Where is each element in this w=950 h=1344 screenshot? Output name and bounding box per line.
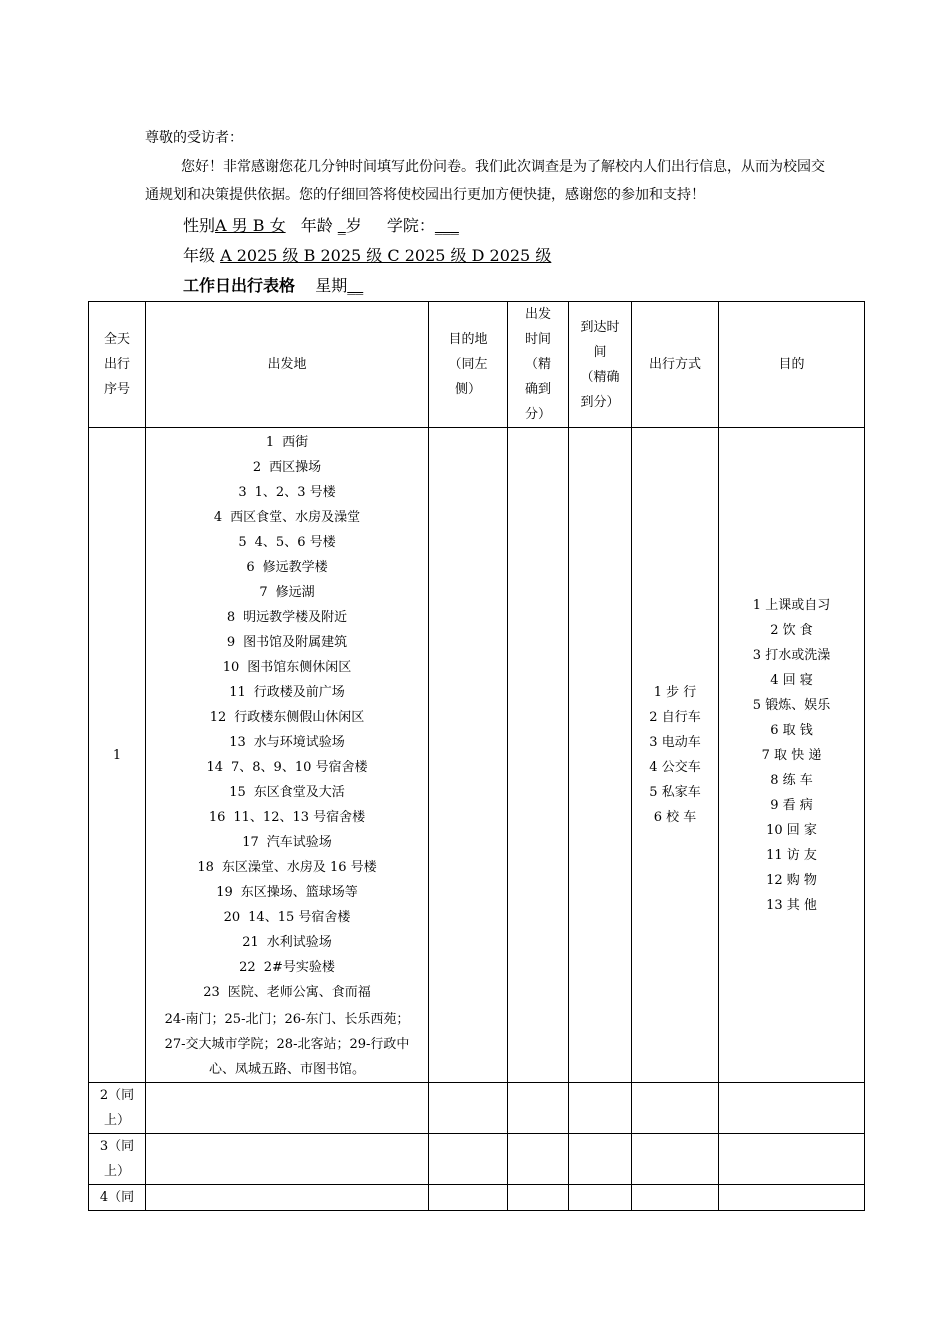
origin-option — [150, 705, 424, 730]
origin-option-number: 18 — [197, 860, 214, 875]
gender-options[interactable]: A 男 B 女 — [215, 216, 286, 235]
origin-option-name: 西区食堂、水房及澡堂 — [230, 510, 361, 525]
origin-option-number: 16 — [208, 810, 226, 825]
origin-option — [150, 455, 424, 480]
weekday-label: 星期 — [315, 276, 348, 295]
origin-option-name: 西街 — [282, 435, 309, 450]
origin-option-number: 6 — [246, 560, 255, 575]
arrive-time-cell[interactable] — [569, 428, 632, 1083]
arrive-time-cell[interactable] — [569, 1083, 632, 1134]
age-label: 年龄 — [300, 216, 333, 235]
row-seq: 3（同 上） — [89, 1134, 146, 1185]
origin-option — [150, 630, 424, 655]
origin-option-number: 7 — [259, 585, 268, 600]
row-seq: 4（同 — [89, 1185, 146, 1211]
origin-option — [150, 555, 424, 580]
mode-option: 3 电动车 — [649, 735, 701, 750]
origin-option-number: 17 — [242, 835, 259, 850]
origin-option-number: 3 — [238, 485, 247, 500]
origin-option-number: 11 — [229, 685, 246, 700]
destination-cell[interactable] — [429, 1134, 508, 1185]
header-purpose: 目的 — [719, 302, 865, 428]
origin-option-number: 8 — [226, 610, 236, 625]
table-row — [89, 1134, 865, 1185]
origin-option — [150, 855, 424, 880]
origin-option — [150, 730, 424, 755]
header-seq: 全天 出行 序号 — [89, 302, 146, 428]
grade-label: 年级 — [183, 246, 216, 265]
depart-time-cell[interactable] — [508, 428, 569, 1083]
origin-option — [150, 655, 424, 680]
travel-table — [88, 301, 865, 1211]
header-depart-time: 出发 时间 （精 确到 分） — [508, 302, 569, 428]
destination-cell[interactable] — [429, 1185, 508, 1211]
row-seq: 1 — [89, 428, 146, 1083]
origin-option — [150, 905, 424, 930]
origin-option-name: 图书馆东侧休闲区 — [247, 660, 352, 675]
origin-option-name: 水利试验场 — [266, 935, 332, 950]
origin-option — [150, 805, 424, 830]
table-title-line — [183, 273, 363, 296]
purpose-cell[interactable] — [719, 1083, 865, 1134]
origin-option — [150, 580, 424, 605]
origin-option — [150, 480, 424, 505]
origin-option-number: 12 — [209, 710, 227, 725]
origin-option — [150, 530, 424, 555]
extra-locations: 24-南门；25-北门；26-东门、长乐西苑； 27-交大城市学院；28-北客站；29-行政中 心、凤城五路、市图书馆。 — [164, 1012, 410, 1077]
purpose-cell[interactable] — [719, 1134, 865, 1185]
basic-info-line — [183, 213, 459, 236]
origin-option-name: 2#号实验楼 — [263, 960, 335, 975]
age-blank[interactable]: _ — [337, 216, 346, 235]
table-title: 工作日出行表格 — [183, 276, 296, 295]
origin-option-name: 水与环境试验场 — [253, 735, 345, 750]
purpose-option: 4 回 寝 — [770, 672, 813, 688]
origin-option-name: 14、15 号宿舍楼 — [248, 910, 351, 925]
origin-option-number: 5 — [238, 535, 247, 550]
purpose-option: 13 其 他 — [766, 897, 817, 913]
origin-option-name: 东区操场、篮球场等 — [240, 885, 358, 900]
origin-option — [150, 880, 424, 905]
depart-time-cell[interactable] — [508, 1134, 569, 1185]
origin-option — [150, 955, 424, 980]
mode-cell[interactable] — [632, 1083, 719, 1134]
table-row — [89, 1185, 865, 1211]
origin-option-name: 明远教学楼及附近 — [243, 610, 348, 625]
origin-option-number: 15 — [229, 785, 246, 800]
destination-cell[interactable] — [429, 1083, 508, 1134]
origin-option-number: 1 — [265, 435, 275, 450]
origin-cell[interactable] — [146, 1083, 429, 1134]
mode-option: 4 公交车 — [649, 760, 701, 775]
header-mode: 出行方式 — [632, 302, 719, 428]
origin-list-cell[interactable] — [146, 428, 429, 1083]
origin-option-name: 7、8、9、10 号宿舍楼 — [231, 760, 368, 775]
origin-option — [150, 505, 424, 530]
origin-option-name: 4、5、6 号楼 — [254, 535, 336, 550]
origin-option — [150, 430, 424, 455]
depart-time-cell[interactable] — [508, 1185, 569, 1211]
purpose-list-cell[interactable] — [719, 428, 865, 1083]
origin-option-number: 10 — [222, 660, 240, 675]
age-unit: 岁 — [345, 216, 362, 235]
origin-option-number: 2 — [252, 460, 262, 475]
origin-option-name: 行政楼东侧假山休闲区 — [234, 710, 365, 725]
origin-option-name: 西区操场 — [269, 460, 322, 475]
mode-list-cell[interactable] — [632, 428, 719, 1083]
origin-option — [150, 980, 424, 1005]
origin-option-number: 19 — [216, 885, 233, 900]
college-label: 学院： — [386, 216, 435, 235]
arrive-time-cell[interactable] — [569, 1134, 632, 1185]
origin-option — [150, 830, 424, 855]
origin-option — [150, 680, 424, 705]
row-seq: 2（同 上） — [89, 1083, 146, 1134]
origin-option-name: 东区食堂及大活 — [253, 785, 345, 800]
gender-label: 性别 — [183, 216, 216, 235]
header-origin: 出发地 — [146, 302, 429, 428]
purpose-option: 1 上课或自习 — [752, 597, 831, 613]
origin-list — [146, 428, 428, 1007]
purpose-option: 8 练 车 — [770, 772, 813, 788]
purpose-option: 7 取 快 递 — [761, 747, 822, 763]
purpose-option: 6 取 钱 — [770, 722, 813, 738]
origin-option — [150, 755, 424, 780]
college-blank[interactable]: ___ — [434, 216, 459, 235]
origin-option-number: 20 — [223, 910, 241, 925]
mode-option: 5 私家车 — [649, 785, 701, 800]
origin-option-name: 11、12、13 号宿舍楼 — [233, 810, 366, 825]
header-destination: 目的地 （同左 侧） — [429, 302, 508, 428]
purpose-option: 12 购 物 — [766, 872, 817, 888]
origin-option — [150, 605, 424, 630]
mode-cell[interactable] — [632, 1185, 719, 1211]
origin-option — [150, 930, 424, 955]
origin-cell[interactable] — [146, 1185, 429, 1211]
purpose-option: 11 访 友 — [766, 847, 817, 863]
origin-option-name: 1、2、3 号楼 — [254, 485, 336, 500]
purpose-option: 3 打水或洗澡 — [752, 647, 831, 663]
header-arrive-time: 到达时 间 （精确 到分） — [569, 302, 632, 428]
mode-option: 6 校 车 — [653, 810, 697, 825]
destination-cell[interactable] — [429, 428, 508, 1083]
table-header-row — [89, 302, 865, 428]
purpose-option: 5 锻炼、娱乐 — [752, 697, 831, 713]
origin-option-number: 21 — [242, 935, 259, 950]
grade-line — [183, 243, 551, 266]
origin-option-name: 东区澡堂、水房及 16 号楼 — [221, 860, 377, 875]
purpose-option: 2 饮 食 — [770, 622, 813, 638]
origin-option-number: 4 — [213, 510, 223, 525]
origin-option-name: 汽车试验场 — [266, 835, 332, 850]
intro-paragraph: 您好！非常感谢您花几分钟时间填写此份问卷。我们此次调查是为了解校内人们出行信息，从而为校园交通规划和决策提供依据。您的仔细回答将使校园出行更加方便快捷，感谢您的参加和支持！ — [145, 159, 825, 203]
origin-option-name: 行政楼及前广场 — [253, 685, 345, 700]
origin-cell[interactable] — [146, 1134, 429, 1185]
origin-option-name: 修远教学楼 — [262, 560, 328, 575]
mode-option: 2 自行车 — [649, 710, 701, 725]
origin-option-name: 医院、老师公寓、食而福 — [227, 985, 371, 1000]
origin-option-number: 14 — [206, 760, 224, 775]
origin-option-number: 9 — [226, 635, 236, 650]
origin-option-name: 图书馆及附属建筑 — [243, 635, 348, 650]
origin-option-number: 23 — [203, 985, 220, 1000]
origin-option — [150, 780, 424, 805]
purpose-option: 10 回 家 — [766, 822, 817, 838]
depart-time-cell[interactable] — [508, 1083, 569, 1134]
purpose-list — [719, 593, 864, 918]
purpose-cell[interactable] — [719, 1185, 865, 1211]
grade-options[interactable]: A 2025 级 B 2025 级 C 2025 级 D 2025 级 — [220, 246, 552, 265]
arrive-time-cell[interactable] — [569, 1185, 632, 1211]
origin-option-number: 22 — [239, 960, 256, 975]
origin-option-name: 修远湖 — [275, 585, 315, 600]
mode-list — [632, 680, 718, 830]
purpose-option: 9 看 病 — [770, 797, 813, 813]
weekday-blank[interactable]: __ — [347, 276, 364, 295]
table-row — [89, 1083, 865, 1134]
mode-cell[interactable] — [632, 1134, 719, 1185]
origin-option-number: 13 — [229, 735, 246, 750]
mode-option: 1 步 行 — [653, 685, 697, 700]
greeting: 尊敬的受访者： — [145, 130, 243, 146]
table-row — [89, 428, 865, 1083]
